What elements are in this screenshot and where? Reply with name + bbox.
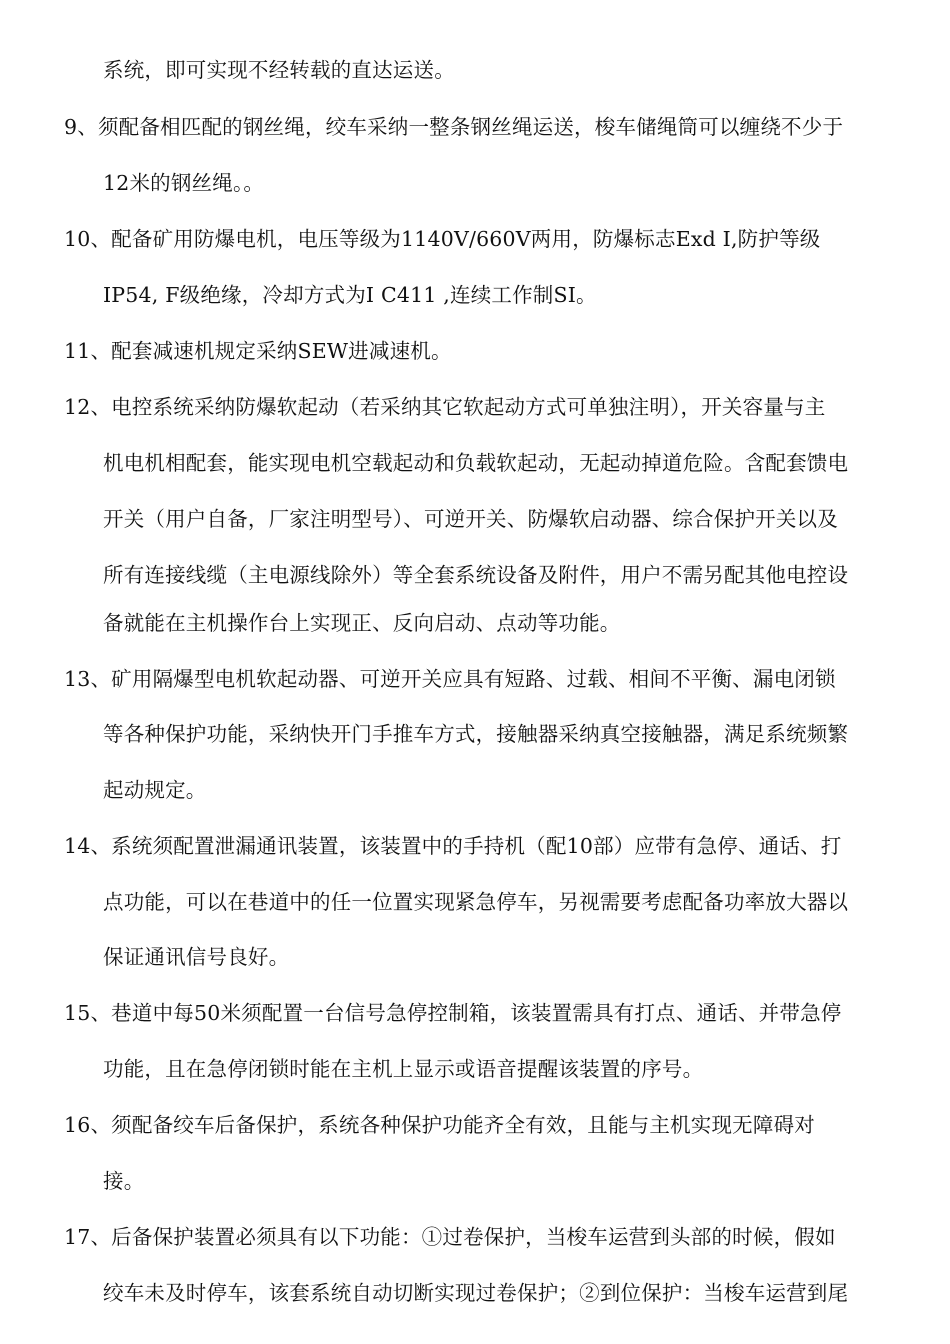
item-12-line-4: 所有连接线缆（主电源线除外）等全套系统设备及附件，用户不需另配其他电控设 [103, 563, 849, 587]
item-12-line-2: 机电机相配套，能实现电机空载起动和负载软起动，无起动掉道危险。含配套馈电 [103, 451, 849, 475]
item-10-line-1: 10、配备矿用防爆电机，电压等级为1140V/660V两用，防爆标志Exd I,防护等级 [64, 227, 821, 251]
item-17-line-1: 17、后备保护装置必须具有以下功能：①过卷保护，当梭车运营到头部的时候，假如 [64, 1225, 836, 1249]
item-12-line-1: 12、电控系统采纳防爆软起动（若采纳其它软起动方式可单独注明），开关容量与主 [64, 395, 826, 419]
item-10-line-2: IP54, F级绝缘，冷却方式为I C411 ,连续工作制SI。 [103, 283, 597, 307]
item-14-line-1: 14、系统须配置泄漏通讯装置，该装置中的手持机（配10部）应带有急停、通话、打 [64, 834, 842, 858]
item-9-line-1: 9、须配备相匹配的钢丝绳，绞车采纳一整条钢丝绳运送，梭车储绳筒可以缠绕不少于 [64, 115, 844, 139]
item-13-line-1: 13、矿用隔爆型电机软起动器、可逆开关应具有短路、过载、相间不平衡、漏电闭锁 [64, 667, 836, 691]
item-11-line-1: 11、配套减速机规定采纳SEW进减速机。 [64, 339, 452, 363]
item-12-line-3: 开关（用户自备，厂家注明型号）、可逆开关、防爆软启动器、综合保护开关以及 [103, 507, 838, 531]
item-9-line-2: 12米的钢丝绳。。 [103, 171, 265, 195]
item-12-line-5: 备就能在主机操作台上实现正、反向启动、点动等功能。 [103, 611, 621, 635]
item-14-line-2: 点功能，可以在巷道中的任一位置实现紧急停车，另视需要考虑配备功率放大器以 [103, 890, 849, 914]
item-15-line-1: 15、巷道中每50米须配置一台信号急停控制箱，该装置需具有打点、通话、并带急停 [64, 1001, 842, 1025]
item-17-line-2: 绞车未及时停车，该套系统自动切断实现过卷保护；②到位保护：当梭车运营到尾 [103, 1281, 849, 1305]
item-13-line-2: 等各种保护功能，采纳快开门手推车方式，接触器采纳真空接触器，满足系统频繁 [103, 722, 849, 746]
intro-line: 系统，即可实现不经转载的直达运送。 [103, 58, 455, 82]
item-16-line-2: 接。 [103, 1169, 145, 1193]
item-16-line-1: 16、须配备绞车后备保护，系统各种保护功能齐全有效，且能与主机实现无障碍对 [64, 1113, 815, 1137]
item-15-line-2: 功能，且在急停闭锁时能在主机上显示或语音提醒该装置的序号。 [103, 1057, 704, 1081]
item-13-line-3: 起动规定。 [103, 778, 207, 802]
item-14-line-3: 保证通讯信号良好。 [103, 945, 290, 969]
